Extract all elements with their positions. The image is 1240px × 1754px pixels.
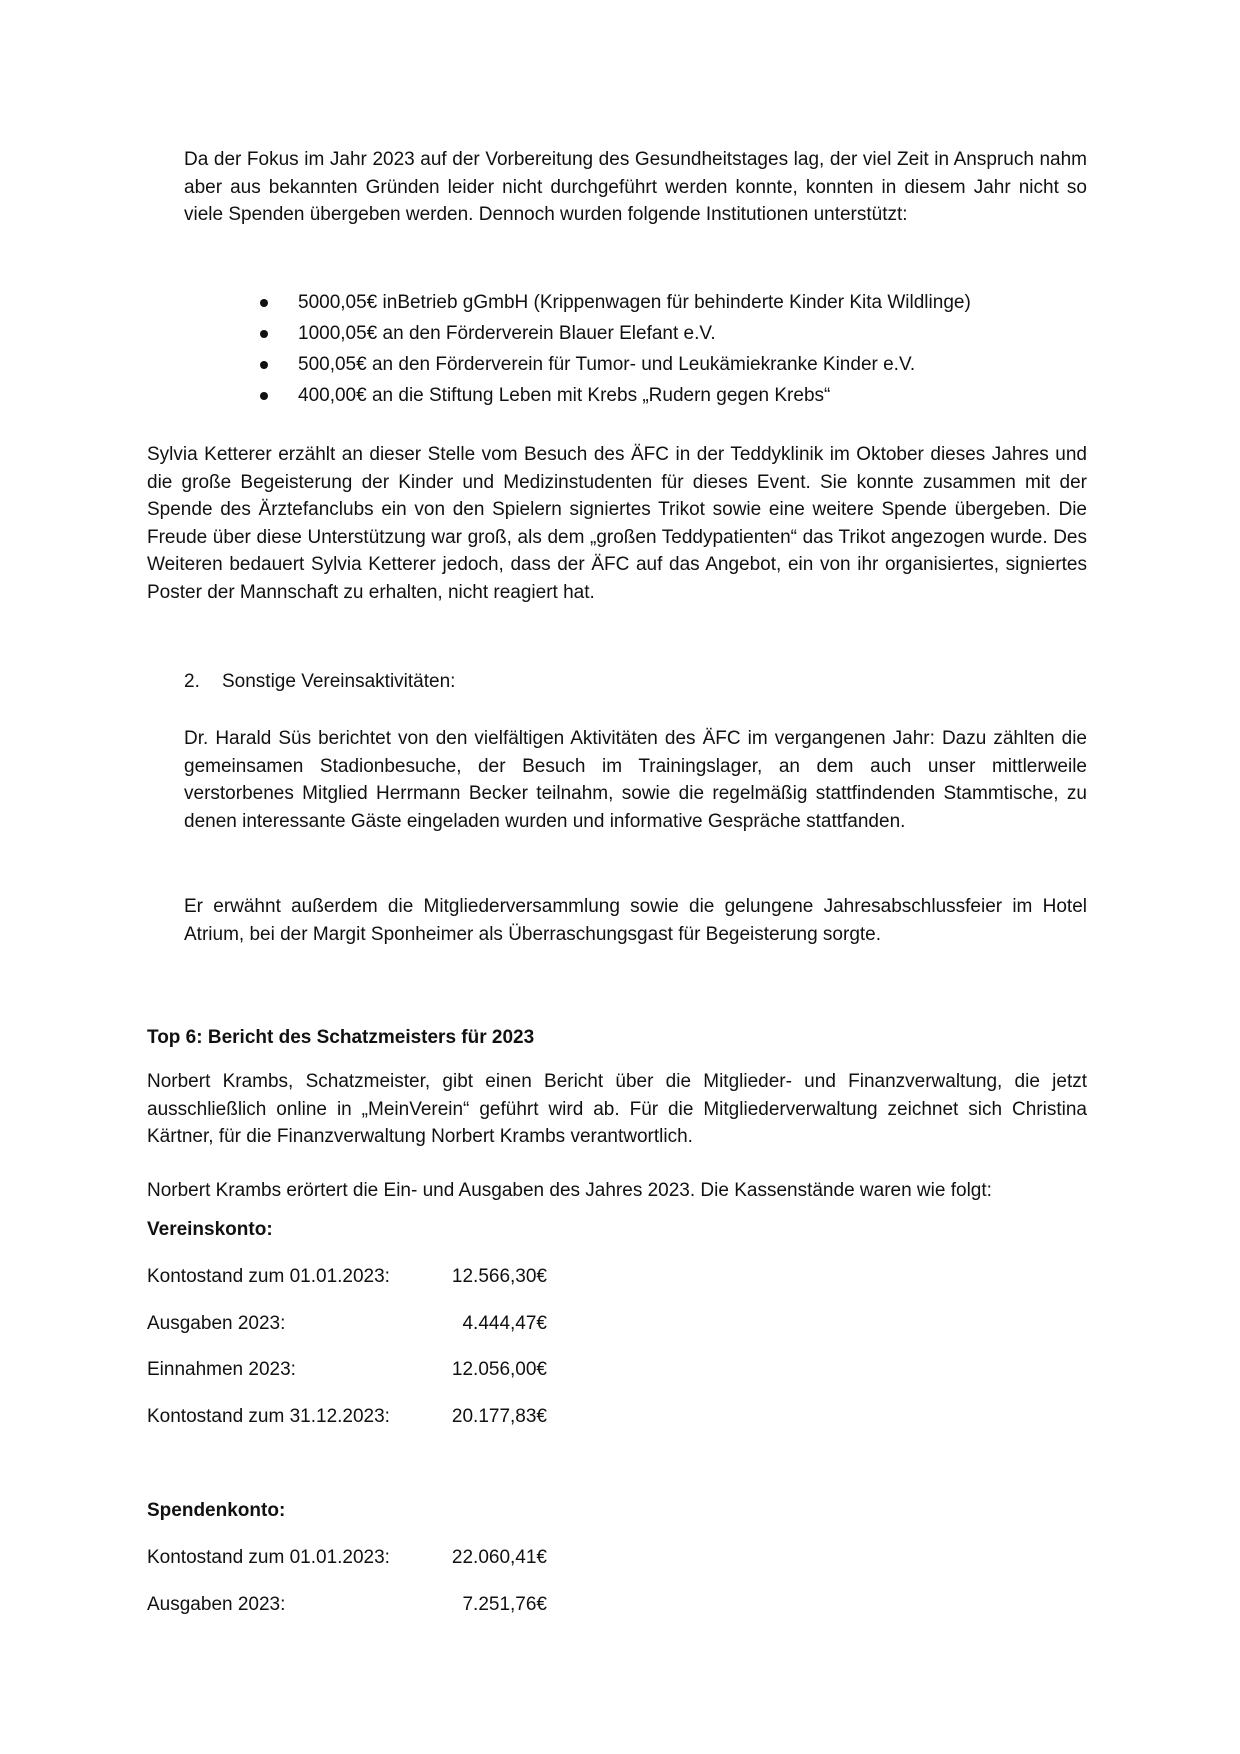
account-value: 12.056,00€ (451, 1359, 547, 1380)
section-title: Sonstige Vereinsaktivitäten: (222, 671, 456, 692)
donation-text: 400,00€ an die Stiftung Leben mit Krebs „Rudern gegen Krebs“ (298, 385, 831, 406)
top6-heading: Top 6: Bericht des Schatzmeisters für 2023 (147, 1027, 535, 1048)
donation-text: 500,05€ an den Förderverein für Tumor- und Leukämiekranke Kinder e.V. (298, 354, 916, 375)
account-label: Kontostand zum 01.01.2023: (147, 1266, 390, 1287)
donation-item (260, 349, 1060, 380)
account-value: 22.060,41€ (451, 1547, 547, 1568)
events-paragraph: Er erwähnt außerdem die Mitgliederversammlung sowie die gelungene Jahresabschlussfeier im Hotel Atrium, bei der Margit Sponheimer als Überraschungsgast für Begeisterung sorgte. (184, 896, 1087, 945)
account-label: Kontostand zum 01.01.2023: (147, 1547, 390, 1568)
bullet-icon (260, 330, 268, 338)
account-value: 7.251,76€ (462, 1594, 547, 1615)
donation-text: 5000,05€ inBetrieb gGmbH (Krippenwagen für behinderte Kinder Kita Wildlinge) (298, 292, 971, 313)
account-row (147, 1310, 547, 1338)
account-label: Einnahmen 2023: (147, 1359, 296, 1380)
spendenkonto-heading: Spendenkonto: (147, 1500, 286, 1521)
donation-text: 1000,05€ an den Förderverein Blauer Elefant e.V. (298, 323, 716, 344)
teddyklinik-paragraph: Sylvia Ketterer erzählt an dieser Stelle vom Besuch des ÄFC in der Teddyklinik im Oktober dieses Jahres und die große Begeisterung der Kinder und Medizinstudenten für dieses Event. Sie konnte zusammen mit der Spende des Ärztefanclubs ein von den Spielern signiertes Trikot sowie eine weitere Spende übergeben. Die Freude über diese Unterstützung war groß, als dem „großen Teddypatienten“ das Trikot angezogen wurde. Des Weiteren bedauert Sylvia Ketterer jedoch, dass der ÄFC auf das Angebot, ein von ihr organisiertes, signiertes Poster der Mannschaft zu erhalten, nicht reagiert hat. (147, 444, 1087, 603)
bullet-icon (260, 299, 268, 307)
section-number: 2. (184, 671, 200, 692)
donation-item (260, 318, 1060, 349)
vereinskonto-heading: Vereinskonto: (147, 1219, 273, 1240)
account-row (147, 1263, 547, 1291)
donation-item (260, 287, 1060, 318)
treasurer-report-paragraph: Norbert Krambs, Schatzmeister, gibt einen Bericht über die Mitglieder- und Finanzverwaltung, die jetzt ausschließlich online in „MeinVerein“ geführt wird ab. Für die Mitgliederverwaltung zeichnet sich Christina Kärtner, für die Finanzverwaltung Norbert Krambs verantwortlich. (147, 1071, 1087, 1147)
account-value: 4.444,47€ (462, 1313, 547, 1334)
activities-paragraph: Dr. Harald Süs berichtet von den vielfältigen Aktivitäten des ÄFC im vergangenen Jahr: Dazu zählten die gemeinsamen Stadionbesuche, der Besuch im Trainingslager, an dem auch unser mittlerweile verstorbenes Mitglied Herrmann Becker teilnahm, sowie die regelmäßig stattfindenden Stammtische, zu denen interessante Gäste eingeladen wurden und informative Gespräche stattfanden. (184, 728, 1087, 832)
account-row (147, 1544, 547, 1572)
section-2-heading (184, 668, 784, 696)
account-label: Ausgaben 2023: (147, 1594, 286, 1615)
donation-item (260, 380, 1060, 411)
income-expenses-paragraph: Norbert Krambs erörtert die Ein- und Ausgaben des Jahres 2023. Die Kassenstände waren wie folgt: (147, 1180, 992, 1201)
account-value: 20.177,83€ (451, 1406, 547, 1427)
account-label: Kontostand zum 31.12.2023: (147, 1406, 390, 1427)
account-row (147, 1356, 547, 1384)
account-row (147, 1403, 547, 1431)
intro-paragraph: Da der Fokus im Jahr 2023 auf der Vorbereitung des Gesundheitstages lag, der viel Zeit in Anspruch nahm aber aus bekannten Gründen leider nicht durchgeführt werden konnte, konnten in diesem Jahr nicht so viele Spenden übergeben werden. Dennoch wurden folgende Institutionen unterstützt: (184, 149, 1087, 225)
account-row (147, 1591, 547, 1619)
donation-list (260, 287, 1060, 411)
account-label: Ausgaben 2023: (147, 1313, 286, 1334)
bullet-icon (260, 361, 268, 369)
bullet-icon (260, 392, 268, 400)
account-value: 12.566,30€ (451, 1266, 547, 1287)
